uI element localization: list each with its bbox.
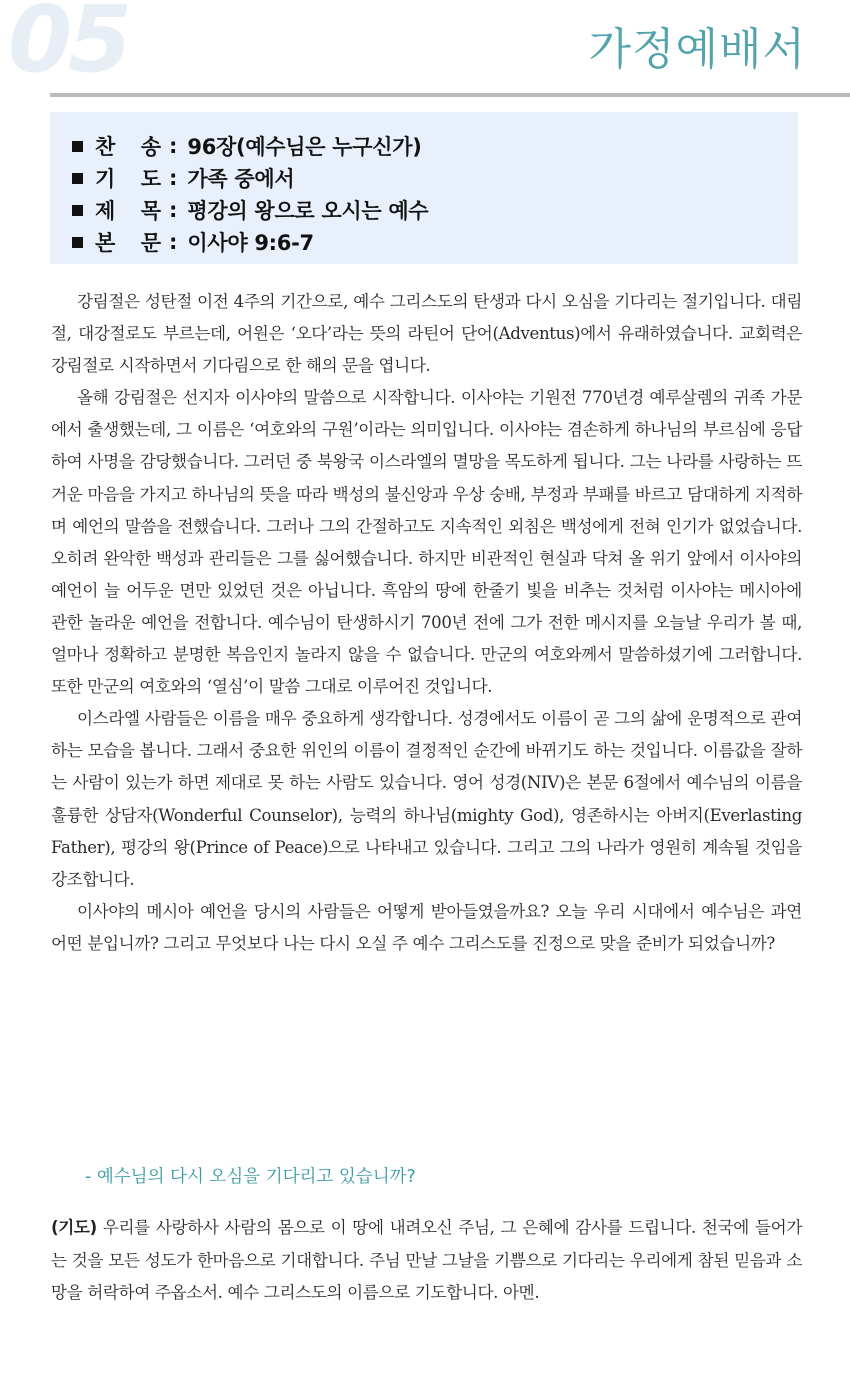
info-colon: : xyxy=(169,166,178,190)
info-label xyxy=(95,227,161,257)
closing-question: - 예수님의 다시 오심을 기다리고 있습니까? xyxy=(85,1167,416,1187)
prayer-paragraph xyxy=(51,1212,802,1310)
info-row-title xyxy=(72,194,798,226)
info-value-prayer: 가족 중에서 xyxy=(187,167,295,191)
worship-info-box xyxy=(50,112,798,264)
info-colon: : xyxy=(169,198,178,222)
body-paragraph: 이사야의 메시아 예언을 당시의 사람들은 어떻게 받아들였을까요? 오늘 우리 시대에서 예수님은 과연 어떤 분입니까? 그리고 무엇보다 나는 다시 오실 주 예수 그리스도를 진정으로 맞을 준비가 되었습니까? xyxy=(51,901,802,953)
info-row-hymn xyxy=(72,130,798,162)
body-paragraph: 이스라엘 사람들은 이름을 매우 중요하게 생각합니다. 성경에서도 이름이 곧 그의 삶에 운명적으로 관여하는 모습을 봅니다. 그래서 중요한 위인의 이름이 결정적인 순간에 바뀌기도 하는 것입니다. 이름값을 잘하는 사람이 있는가 하면 제대로 못 하는 사람도 있습니다. 영어 성경(NIV)은 본문 6절에서 예수님의 이름을 훌륭한 상담자(Wonderful Counselor), 능력의 하나님(mighty God), 영존하시는 아버지(Everlasting Father), 평강의 왕(Prince of Peace)으로 나타내고 있습니다. 그리고 그의 나라가 영원히 계속될 것임을 강조합니다. xyxy=(51,709,802,889)
body-paragraph: 강림절은 성탄절 이전 4주의 기간으로, 예수 그리스도의 탄생과 다시 오심을 기다리는 절기입니다. 대림절, 대강절로도 부르는데, 어원은 ‘오다’라는 뜻의 라틴어 단어(Adventus)에서 유래하였습니다. 교회력은 강림절로 시작하면서 기다림으로 한 해의 문을 엽니다. xyxy=(51,292,802,376)
info-label-char: 송 xyxy=(140,135,161,159)
prayer-text: 우리를 사랑하사 사람의 몸으로 이 땅에 내려오신 주님, 그 은혜에 감사를 드립니다. 천국에 들어가는 것을 모든 성도가 한마음으로 기대합니다. 주님 만날 그날을 기쁨으로 기다리는 우리에게 참된 믿음과 소망을 허락하여 주옵소서. 예수 그리스도의 이름으로 기도합니다. 아멘. xyxy=(51,1218,802,1302)
info-label xyxy=(95,163,161,193)
chapter-number: 05 xyxy=(8,0,129,93)
info-label-char: 찬 xyxy=(95,135,116,159)
info-label xyxy=(95,131,161,161)
info-label-char: 본 xyxy=(95,231,116,255)
title-divider xyxy=(50,93,850,97)
sermon-body xyxy=(51,286,802,960)
body-paragraph: 올해 강림절은 선지자 이사야의 말씀으로 시작합니다. 이사야는 기원전 770년경 예루살렘의 귀족 가문에서 출생했는데, 그 이름은 ‘여호와의 구원’이라는 의미입니다. 이사야는 겸손하게 하나님의 부르심에 응답하여 사명을 감당했습니다. 그러던 중 북왕국 이스라엘의 멸망을 목도하게 됩니다. 그는 나라를 사랑하는 뜨거운 마음을 가지고 하나님의 뜻을 따라 백성의 불신앙과 우상 숭배, 부정과 부패를 바르고 담대하게 지적하며 예언의 말씀을 전했습니다. 그러나 그의 간절하고도 지속적인 외침은 백성에게 전혀 인기가 없었습니다. 오히려 완악한 백성과 관리들은 그를 싫어했습니다. 하지만 비관적인 현실과 닥쳐 올 위기 앞에서 이사야의 예언이 늘 어두운 면만 있었던 것은 아닙니다. 흑암의 땅에 한줄기 빛을 비추는 것처럼 이사야는 메시아에 관한 놀라운 예언을 전합니다. 예수님이 탄생하시기 700년 전에 그가 전한 메시지를 오늘날 우리가 볼 때, 얼마나 정확하고 분명한 복음인지 놀라지 않을 수 없습니다. 만군의 여호와께서 말씀하셨기에 그러합니다. 또한 만군의 여호와의 ‘열심’이 말씀 그대로 이루어진 것입니다. xyxy=(51,388,802,697)
info-label-char: 제 xyxy=(95,199,116,223)
info-value-title: 평강의 왕으로 오시는 예수 xyxy=(187,199,429,223)
info-label-char: 도 xyxy=(140,167,161,191)
info-label-char: 문 xyxy=(140,231,161,255)
info-row-prayer xyxy=(72,162,798,194)
info-value-hymn: 96장(예수님은 누구신가) xyxy=(187,135,422,159)
info-value-scripture: 이사야 9:6-7 xyxy=(187,231,314,255)
info-label-char: 기 xyxy=(95,167,116,191)
info-label-char: 목 xyxy=(140,199,161,223)
info-label xyxy=(95,195,161,225)
square-bullet-icon xyxy=(72,205,83,216)
square-bullet-icon xyxy=(72,173,83,184)
prayer-label: (기도) xyxy=(51,1218,97,1237)
square-bullet-icon xyxy=(72,237,83,248)
page-title: 가정예배서 xyxy=(588,24,806,75)
square-bullet-icon xyxy=(72,141,83,152)
info-row-scripture xyxy=(72,226,798,258)
info-colon: : xyxy=(169,134,178,158)
info-colon: : xyxy=(169,230,178,254)
